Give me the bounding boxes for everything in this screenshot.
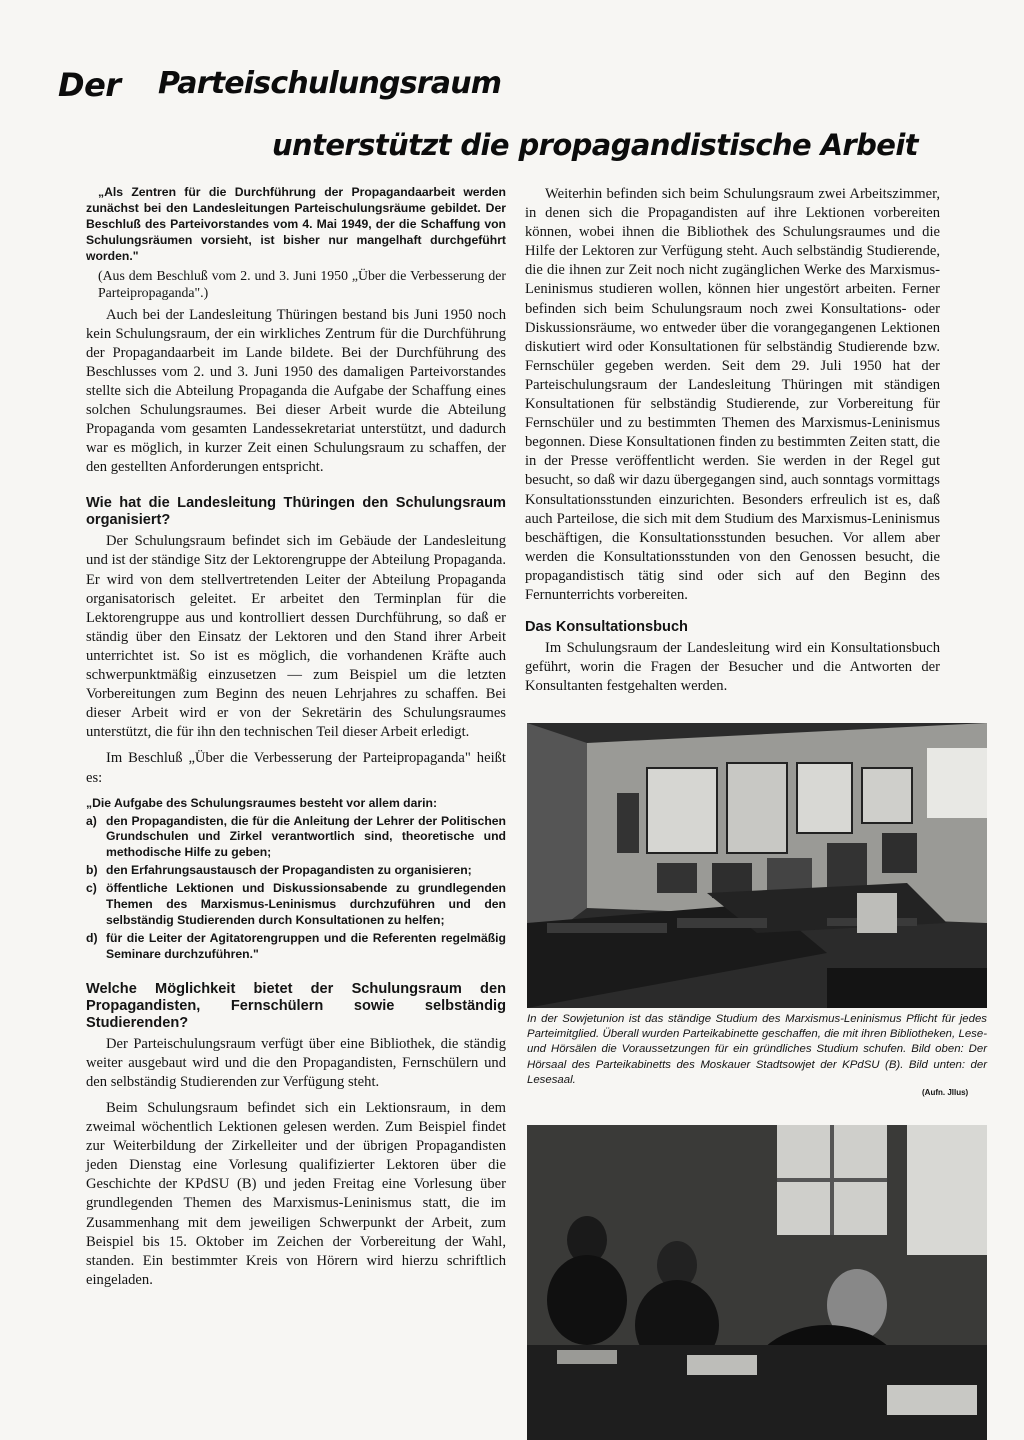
paragraph: Im Schulungsraum der Landesleitung wird ein Konsultationsbuch geführt, worin die Fragen der Besucher und die Antworten der Konsultanten festgehalten werden. — [525, 640, 940, 695]
paragraph: Im Beschluß „Über die Verbesserung der Parteipropaganda" heißt es: — [86, 750, 506, 786]
lecture-hall-photo — [527, 723, 987, 1008]
title-subtitle: unterstützt die propagandistische Arbeit — [272, 128, 918, 162]
citation: (Aus dem Beschluß vom 2. und 3. Juni 1950 „Über die Verbesserung der Parteipropaganda".) — [98, 267, 506, 300]
photo-caption: In der Sowjetunion ist das ständige Studium des Marxismus-Leninismus Pflicht für jedes Parteimitglied. Überall wurden Parteikabinette geschaffen, die mit ihren Bibliotheken, Lese- und Hörsälen die Voraussetzungen für ein gründliches Studium schufen. Bild oben: Der Hörsaal des Parteikabinetts des Moskauer Stadtsowjet der KPdSU (B). Bild unten: der Lesesaal. — [527, 1013, 987, 1086]
title-word: Der — [58, 66, 121, 104]
task-text: öffentliche Lektionen und Diskussionsabende zu grundlegenden Themen des Marxismus-Leninismus durchzuführen und den selbständig Studierenden durch Konsultationen zu helfen; — [106, 881, 506, 927]
task-marker: d) — [86, 930, 98, 945]
section-heading: Welche Möglichkeit bietet der Schulungsraum den Propagandisten, Fernschülern sowie selbständig Studierenden? — [86, 980, 506, 1031]
task-text: für die Leiter der Agitatorengruppen und die Referenten regelmäßig Seminare durchzuführen." — [106, 930, 506, 961]
task-text: den Erfahrungsaustausch der Propagandisten zu organisieren; — [106, 863, 472, 878]
paragraph: Auch bei der Landesleitung Thüringen bestand bis Juni 1950 noch kein Schulungsraum, der ein wirkliches Zentrum für die Durchführung der Propagandaarbeit im Lande bildete. Bei der Durchführung des Beschlusses vom 2. und 3. Juni 1950 des damaligen Parteivorstandes stellte sich die Abteilung Propaganda die Aufgabe der Schaffung eines solchen Schulungsraumes. Bei dieser Arbeit wurde die Abteilung Propaganda vom gesamten Landessekretariat unterstützt, und dadurch war es möglich, in kurzer Zeit einen Schulungsraum zu schaffen, der den gestellten Anforderungen entspricht. — [86, 306, 506, 476]
paragraph: Weiterhin befinden sich beim Schulungsraum zwei Arbeitszimmer, in denen sich die Propagandisten auf ihre Lektionen vorbereiten können, wobei ihnen die Bibliothek des Schulungsraumes und die Hilfe der Lektoren zur Verfügung steht. Auch selbständig Studierende, die die ihnen zur Zeit noch nicht zugänglichen Werke des Marxismus-Leninismus studieren wollen, können hier ungestört arbeiten. Ferner befinden sich beim Schulungsraum noch zwei Konsultations- oder Diskussionsräume, wo entweder über die vorangegangenen Lektionen diskutiert wird oder Konsultationen für selbständig Studierende bzw. Fernschüler gegeben werden. Seit dem 29. Juli 1950 hat der Parteischulungsraum der Landesleitung Thüringen mit ständigen Konsultationen für selbständig Studierende, zur Vorbereitung für Fernschüler und zu bestimmten Themen des Marxismus-Leninismus begonnen. Diese Konsultationen finden zu bestimmten Zeiten statt, die in der Presse veröffentlicht werden. Sie werden in der Regel gut besucht, so daß wir dazu übergegangen sind, auch sonntags vormittags Konsultationsstunden einzurichten. Besonders erfreulich ist es, daß auch Parteilose, die sich mit dem Studium des Marxismus-Leninismus beschäftigen, die Konsultationsstunden besuchen. Vor allem aber werden die Konsultationsstunden von den Genossen besucht, die propagandistisch tätig sind oder sich auf den Beginn des Fernunterrichts vorbereiten. — [525, 186, 940, 603]
task-quote-lead: „Die Aufgabe des Schulungsraumes besteht vor allem darin: — [86, 795, 438, 810]
section-heading: Das Konsultationsbuch — [525, 619, 688, 636]
paragraph: Der Parteischulungsraum verfügt über eine Bibliothek, die ständig weiter ausgebaut wird und die den Propagandisten, Fernschülern und den selbständig Studierenden zur Verfügung steht. — [86, 1035, 506, 1090]
task-marker: c) — [86, 881, 97, 896]
section-heading: Wie hat die Landesleitung Thüringen den Schulungsraum organisiert? — [86, 495, 506, 529]
intro-quote: „Als Zentren für die Durchführung der Propagandaarbeit werden zunächst bei den Landesleitungen Parteischulungsräume gebildet. Der Beschluß des Parteivorstandes vom 4. Mai 1949, der die Schaffung von Schulungsräumen vorsieht, ist bisher nur mangelhaft durchgeführt worden." — [86, 185, 506, 263]
reading-room-photo — [527, 1125, 987, 1440]
paragraph: Der Schulungsraum befindet sich im Gebäude der Landesleitung und ist der ständige Sitz der Lektorengruppe der Abteilung Propaganda. Er wird von dem stellvertretenden Leiter der Abteilung Propaganda organisatorisch geleitet. Er arbeitet den Terminplan für die Lektorengruppe aus und kontrolliert dessen Durchführung, so daß er ständig über den Einsatz der Lektoren und den Stand ihrer Arbeit unterrichtet ist. So ist es möglich, die vorhandenen Kräfte auch schwerpunktmäßig einzusetzen — zum Beispiel um die letzten Vorbereitungen zum Beginn des neuen Lehrjahres zu schaffen. Bei dieser Arbeit wird er von der Sekretärin des Schulungsraumes unterstützt, die für ihn den technischen Teil dieser Arbeit erledigt. — [86, 533, 506, 741]
task-text: den Propagandisten, die für die Anleitung der Lehrer der Politischen Grundschulen und Zirkel verantwortlich sind, theoretische und methodische Hilfe zu geben; — [106, 813, 506, 860]
title-main: Parteischulungsraum — [158, 66, 502, 101]
left-column — [86, 185, 506, 1290]
task-item — [86, 814, 506, 862]
task-item — [86, 863, 506, 879]
photo-credit: (Aufn. Jllus) — [922, 1088, 969, 1097]
task-marker: b) — [86, 863, 98, 878]
task-item — [86, 931, 506, 963]
right-column — [525, 185, 940, 696]
task-marker: a) — [86, 813, 97, 828]
paragraph: Beim Schulungsraum befindet sich ein Lektionsraum, in dem zweimal wöchentlich Lektionen gelesen werden. Zum Beispiel findet zur Weiterbildung der Zirkelleiter und der übrigen Propagandisten jeden Dienstag eine Vorlesung qualifizierter Lektoren über die Geschichte der KPdSU (B) und jeden Freitag eine Vorlesung über grundlegenden Themen des Marxismus-Leninismus statt, die im Zusammenhang mit dem jeweiligen Schwerpunkt der Arbeit, zum Beispiel bis 15. Oktober im Zeichen der Vorbereitung der Wahl, standen. Ein bestimmter Kreis von Hörern wird hierzu schriftlich eingeladen. — [86, 1099, 506, 1288]
task-item — [86, 881, 506, 929]
